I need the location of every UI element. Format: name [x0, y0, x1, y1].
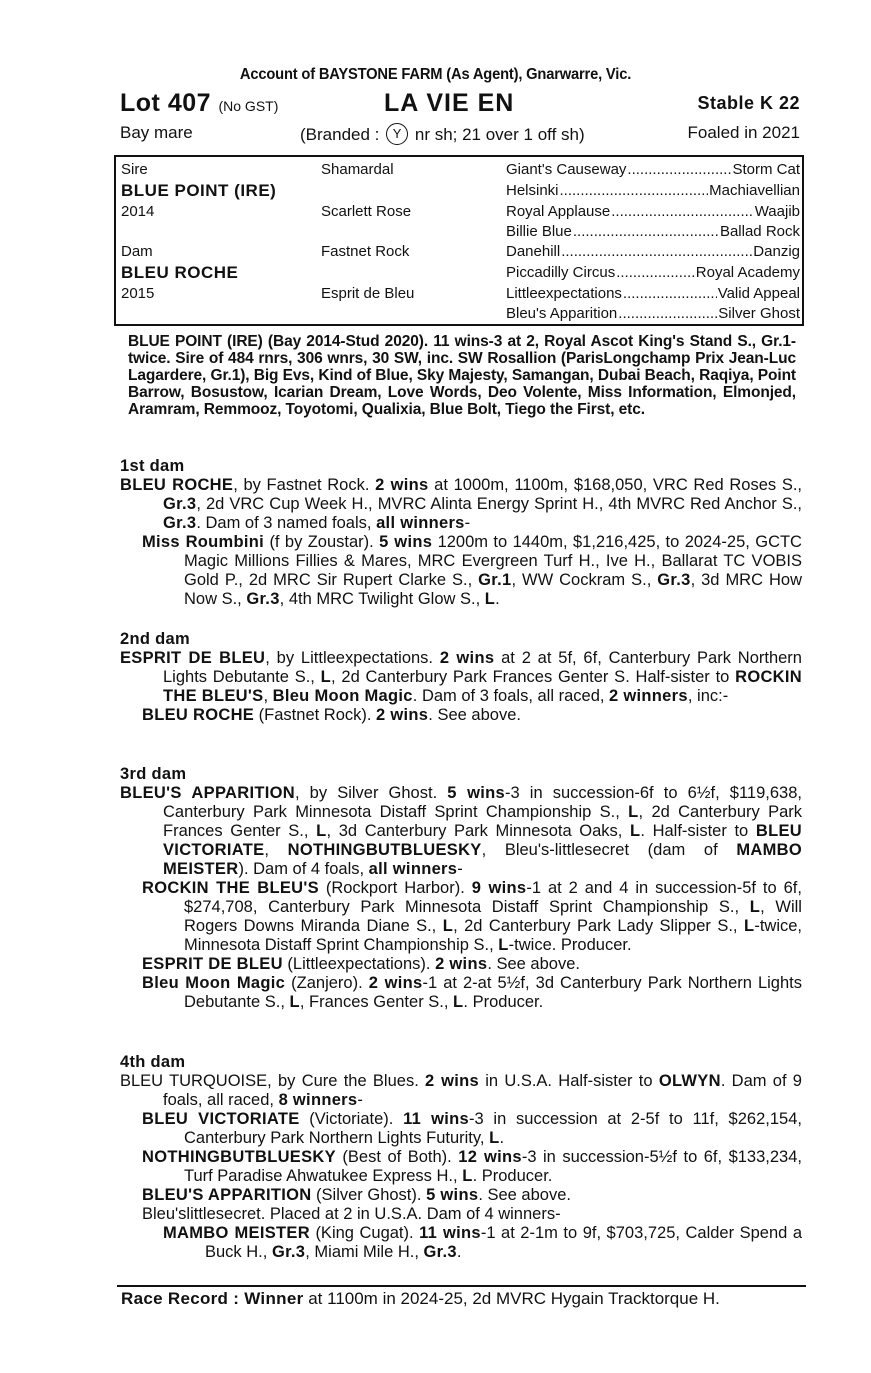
dam-heading: 4th dam	[120, 1053, 186, 1071]
pedigree-entry: BLEU ROCHE (Fastnet Rock). 2 wins. See above.	[142, 706, 521, 724]
pedigree-entry: ESPRIT DE BLEU, by Littleexpectations. 2 wins at 2 at 5f, 6f, Canterbury Park Northern Lights Debutante S., L, 2d Canterbury Park Frances Genter S. Half-sister to ROCKIN THE BLEU'S, Bleu Moon Magic. Dam of 3 foals, all raced, 2 winners, inc:-	[120, 649, 802, 705]
dam-name: BLEU ROCHE	[121, 263, 239, 282]
grand-row: Billie Blue ..... Ballad Rock	[506, 223, 800, 240]
grand-row: Helsinki ..... Machiavellian	[506, 182, 800, 199]
race-record-text: at 1100m in 2024-25, 2d MVRC Hygain Tracktorque H.	[303, 1289, 720, 1308]
dam-heading: 1st dam	[120, 457, 185, 475]
pedigree-entry: BLEU'S APPARITION (Silver Ghost). 5 wins. See above.	[142, 1186, 571, 1204]
dam-heading: 2nd dam	[120, 630, 190, 648]
pedigree-entry: Bleu'slittlesecret. Placed at 2 in U.S.A. Dam of 4 winners-	[142, 1205, 561, 1223]
pedigree-entry: MAMBO MEISTER (King Cugat). 11 wins-1 at 2-1m to 9f, $703,725, Calder Spend a Buck H., Gr.3, Miami Mile H., Gr.3.	[163, 1224, 802, 1261]
grand-row: Danehill ..... Danzig	[506, 243, 800, 260]
pedigree-entry: ESPRIT DE BLEU (Littleexpectations). 2 wins. See above.	[142, 955, 580, 973]
gst-note: (No GST)	[218, 98, 279, 114]
sire-label: Sire	[121, 161, 148, 178]
horse-name: LA VIE EN	[384, 89, 515, 117]
sex-colour: Bay mare	[120, 123, 193, 142]
race-record	[121, 1289, 720, 1309]
grand-row: Giant's Causeway ..... Storm Cat	[506, 161, 800, 178]
grand-row: Littleexpectations ..... Valid Appeal	[506, 285, 800, 302]
dam-lines	[120, 1072, 802, 1262]
dam-lines	[120, 649, 802, 725]
sire-sire: Shamardal	[321, 161, 394, 178]
pedigree-entry: Bleu Moon Magic (Zanjero). 2 wins-1 at 2-at 5½f, 3d Canterbury Park Northern Lights Debutante S., L, Frances Genter S., L. Producer.	[142, 974, 802, 1011]
dam-section-4	[120, 1053, 802, 1262]
dam-section-3	[120, 765, 802, 1012]
dam-sire: Fastnet Rock	[321, 243, 410, 260]
dam-dam: Esprit de Bleu	[321, 285, 415, 302]
grand-row: Royal Applause ..... Waajib	[506, 203, 800, 220]
footer-divider	[117, 1285, 806, 1287]
race-record-label: Race Record : Winner	[121, 1289, 304, 1308]
pedigree-entry: Miss Roumbini (f by Zoustar). 5 wins 1200m to 1440m, $1,216,425, to 2024-25, GCTC Magic Millions Fillies & Mares, MRC Evergreen Turf H., Ive H., Ballarat TC VOBIS Gold P., 2d MRC Sir Rupert Clarke S., Gr.1, WW Cockram S., Gr.3, 3d MRC How Now S., Gr.3, 4th MRC Twilight Glow S., L.	[142, 533, 802, 608]
pedigree-entry: NOTHINGBUTBLUESKY (Best of Both). 12 wins-3 in succession-5½f to 6f, $133,234, Turf Paradise Ahwatukee Express H., L. Producer.	[142, 1148, 802, 1185]
brand-info: (Branded : Y nr sh; 21 over 1 off sh)	[300, 125, 585, 144]
dam-section-1	[120, 457, 802, 609]
sire-year: 2014	[121, 203, 155, 220]
grand-row: Piccadilly Circus ..... Royal Academy	[506, 264, 800, 281]
pedigree-entry: ROCKIN THE BLEU'S (Rockport Harbor). 9 wins-1 at 2 and 4 in succession-5f to 6f, $274,708, Canterbury Park Minnesota Distaff Sprint Championship S., L, Will Rogers Downs Miranda Diane S., L, 2d Canterbury Park Lady Slipper S., L-twice, Minnesota Distaff Sprint Championship S., L-twice. Producer.	[142, 879, 802, 954]
pedigree-entry: BLEU ROCHE, by Fastnet Rock. 2 wins at 1000m, 1100m, $168,050, VRC Red Roses S., Gr.3, 2d VRC Cup Week H., MVRC Alinta Energy Sprint H., 4th MVRC Red Anchor S., Gr.3. Dam of 3 named foals, all winners-	[120, 476, 802, 532]
sire-name: BLUE POINT (IRE)	[121, 181, 277, 200]
dam-label: Dam	[121, 243, 153, 260]
stable-location: Stable K 22	[697, 93, 800, 113]
sire-dam: Scarlett Rose	[321, 203, 412, 220]
dam-lines	[120, 476, 802, 609]
sire-summary: BLUE POINT (IRE) (Bay 2014-Stud 2020). 11 wins-3 at 2, Royal Ascot King's Stand S., Gr.1-twice. Sire of 484 rnrs, 306 wnrs, 30 SW, inc. SW Rosallion (ParisLongchamp Prix Jean-Luc Lagardere, Gr.1), Big Evs, Kind of Blue, Sky Majesty, Samangan, Dubai Beach, Raqiya, Point Barrow, Bosustow, Icarian Dream, Love Words, Deo Volente, Miss Information, Elmonjed, Aramram, Remmooz, Toyotomi, Qualixia, Blue Bolt, Tiego the First, etc.	[128, 333, 796, 418]
dam-heading: 3rd dam	[120, 765, 187, 783]
pedigree-entry: BLEU VICTORIATE (Victoriate). 11 wins-3 in succession at 2-5f to 11f, $262,154, Canterbury Park Northern Lights Futurity, L.	[142, 1110, 802, 1147]
pedigree-entry: BLEU'S APPARITION, by Silver Ghost. 5 wins-3 in succession-6f to 6½f, $119,638, Canterbury Park Minnesota Distaff Sprint Championship S., L, 2d Canterbury Park Frances Genter S., L, 3d Canterbury Park Minnesota Oaks, L. Half-sister to BLEU VICTORIATE, NOTHINGBUTBLUESKY, Bleu's-littlesecret (dam of MAMBO MEISTER). Dam of 4 foals, all winners-	[120, 784, 803, 878]
foaled-year: Foaled in 2021	[687, 123, 800, 142]
account-line: Account of BAYSTONE FARM (As Agent), Gnarwarre, Vic.	[239, 66, 632, 83]
dam-year: 2015	[121, 285, 155, 302]
grand-row: Bleu's Apparition ..... Silver Ghost	[506, 305, 800, 322]
pedigree-table	[114, 155, 804, 326]
pedigree-entry: BLEU TURQUOISE, by Cure the Blues. 2 wins in U.S.A. Half-sister to OLWYN. Dam of 9 foals, all raced, 8 winners-	[120, 1072, 802, 1109]
lot-number: Lot 407 (No GST)	[120, 89, 279, 117]
lot-header-row	[120, 89, 802, 119]
brand-symbol-icon: Y	[386, 123, 408, 145]
dam-section-2	[120, 630, 802, 725]
dam-lines	[120, 784, 802, 1012]
